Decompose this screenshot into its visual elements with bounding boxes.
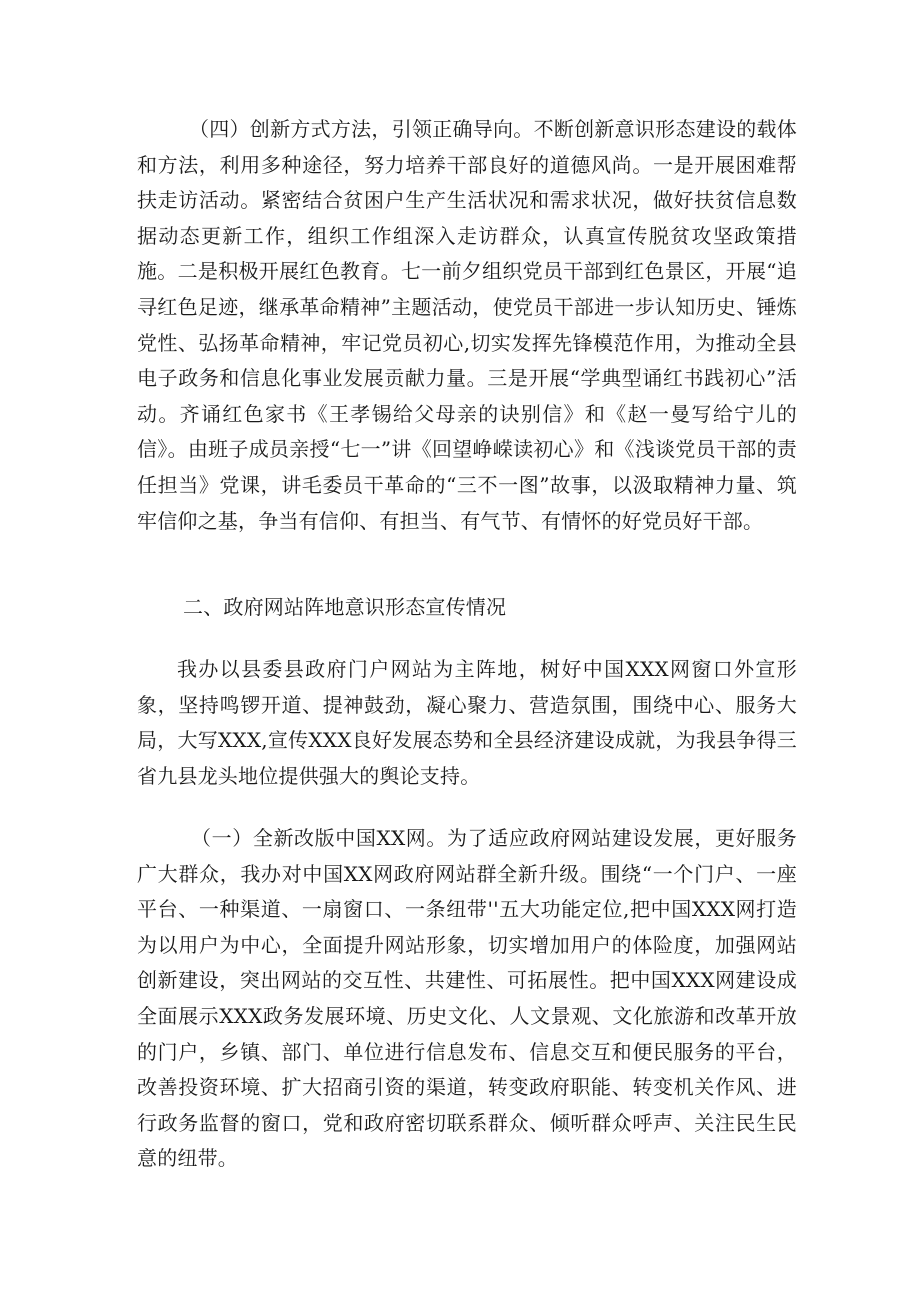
paragraph-innovation-methods: （四）创新方式方法，引领正确导向。不断创新意识形态建设的载体和方法，利用多种途径，努力培养干部良好的道德风尚。一是开展困难帮扶走访活动。紧密结合贫困户生产生活状况和需求状况，做好扶贫信息数据动态更新工作，组织工作组深入走访群众，认真宣传脱贫攻坚政策措施。二是积极开展红色教育。七一前夕组织党员干部到红色景区，开展“追寻红色足迹，继承革命精神”主题活动，使党员干部进一步认知历史、锤炼党性、弘扬革命精神，牢记党员初心,切实发挥先锋模范作用，为推动全县电子政务和信息化事业发展贡献力量。三是开展“学典型诵红书践初心”活动。齐诵红色家书《王孝锡给父母亲的诀别信》和《赵一曼写给宁儿的信》。由班子成员亲授“七一”讲《回望峥嵘读初心》和《浅谈党员干部的责任担当》党课，讲毛委员干革命的“三不一图”故事，以汲取精神力量、筑牢信仰之基，争当有信仰、有担当、有气节、有情怀的好党员好干部。 — [137, 117, 797, 533]
section-heading-government-website: 二、政府网站阵地意识形态宣传情况 — [183, 595, 507, 619]
paragraph-website-position: 我办以县委县政府门户网站为主阵地，树好中国XXX网窗口外宣形象，坚持鸣锣开道、提神鼓劲，凝心聚力、营造氛围，围绕中心、服务大局，大写XXX,宣传XXX良好发展态势和全县经济建设成就，为我县争得三省九县龙头地位提供强大的舆论支持。 — [137, 657, 797, 788]
paragraph-website-redesign: （一）全新改版中国XX网。为了适应政府网站建设发展，更好服务广大群众，我办对中国XX网政府网站群全新升级。围绕“一个门户、一座平台、一种渠道、一扇窗口、一条纽带''五大功能定位,把中国XXX网打造为以用户为中心，全面提升网站形象，切实增加用户的体险度，加强网站创新建设，突出网站的交互性、共建性、可拓展性。把中国XXX网建设成全面展示XXX政务发展环境、历史文化、人文景观、文化旅游和改革开放的门户，乡镇、部门、单位进行信息发布、信息交互和便民服务的平台，改善投资环境、扩大招商引资的渠道，转变政府职能、转变机关作风、进行政务监督的窗口，党和政府密切联系群众、倾听群众呼声、关注民生民意的纽带。 — [137, 826, 797, 1171]
